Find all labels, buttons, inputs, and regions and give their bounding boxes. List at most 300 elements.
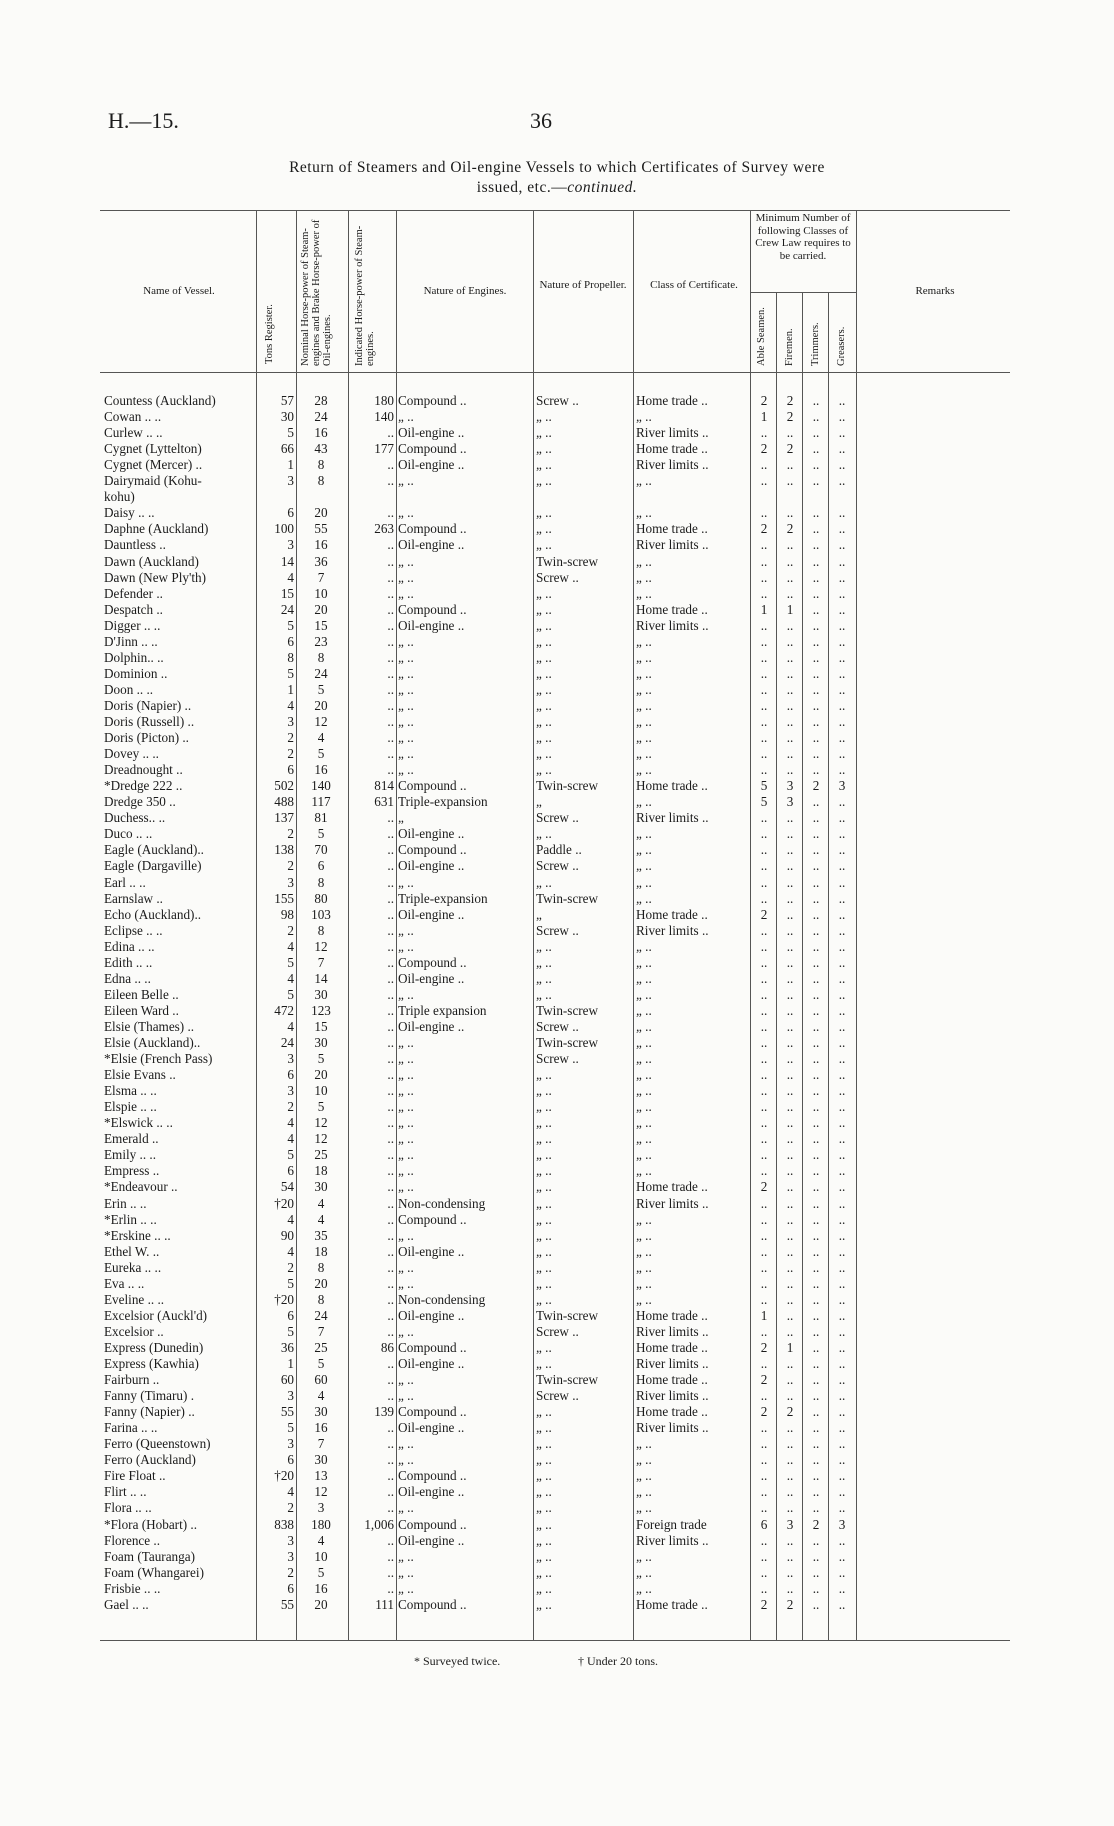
col-header-class: Class of Certificate.: [650, 279, 738, 291]
cell-g: ..: [838, 1532, 846, 1548]
cell-t: ..: [812, 1500, 820, 1516]
cell-f: ..: [786, 826, 794, 842]
cell-eng: Triple-expansion: [398, 794, 488, 810]
cell-name: Express (Kawhia): [104, 1356, 199, 1371]
cell-ind: ..: [387, 617, 394, 633]
cell-t: ..: [812, 1291, 820, 1307]
cell-prop: „ ..: [536, 1099, 552, 1115]
table-top-rule: [100, 210, 1010, 211]
cell-cls: River limits ..: [636, 1323, 709, 1339]
cell-ind: ..: [387, 1259, 394, 1275]
cell-eng: „ ..: [398, 569, 414, 585]
cell-name: Dawn (New Ply'th): [104, 569, 206, 585]
table-row: [0, 393, 1114, 409]
col-header-greasers: Greasers.: [836, 326, 847, 366]
cell-prop: „ ..: [536, 681, 552, 697]
cell-tons: 6: [287, 1580, 294, 1596]
cell-a: ..: [760, 1035, 768, 1050]
cell-a: ..: [760, 1580, 768, 1596]
cell-eng: Compound ..: [398, 441, 467, 457]
cell-prop: „ ..: [536, 970, 552, 986]
cell-nom: 16: [314, 1580, 328, 1596]
cell-f: ..: [786, 1227, 794, 1243]
cell-f: 2: [786, 393, 794, 408]
cell-t: ..: [812, 473, 820, 489]
cell-name: Duchess.. ..: [104, 810, 166, 826]
cell-prop: „ ..: [536, 633, 552, 649]
table-row: [0, 489, 1114, 505]
cell-nom: 117: [311, 794, 331, 810]
cell-ind: 180: [374, 393, 394, 408]
cell-prop: Twin-screw: [536, 1372, 599, 1388]
col-header-firemen: Firemen.: [784, 328, 795, 366]
cell-name: Eileen Ward ..: [104, 1002, 179, 1018]
cell-cls: „ ..: [636, 1131, 652, 1147]
cell-cls: Home trade ..: [636, 1404, 708, 1420]
table-header-rule: [100, 372, 1010, 373]
cell-eng: „ ..: [398, 1323, 414, 1339]
cell-eng: Compound ..: [398, 778, 467, 794]
cell-cls: „ ..: [636, 1275, 652, 1291]
cell-t: ..: [812, 537, 820, 553]
table-row: [0, 1549, 1114, 1565]
col-header-tons: Tons Register.: [264, 304, 275, 364]
cell-f: ..: [786, 457, 794, 473]
cell-name: Flora .. ..: [104, 1500, 152, 1516]
cell-eng: „ ..: [398, 746, 414, 762]
cell-a: 2: [760, 521, 768, 537]
cell-cls: „ ..: [636, 746, 652, 762]
cell-t: ..: [812, 1051, 820, 1067]
cell-f: ..: [786, 858, 794, 874]
cell-name: Edina .. ..: [104, 938, 155, 954]
cell-tons: 8: [287, 649, 294, 665]
cell-prop: „ ..: [536, 1356, 552, 1371]
cell-eng: „ ..: [398, 1500, 414, 1516]
cell-name: *Erlin .. ..: [104, 1211, 157, 1227]
cell-nom: 13: [314, 1468, 328, 1484]
cell-prop: „ ..: [536, 1452, 552, 1468]
cell-t: ..: [812, 393, 820, 408]
cell-ind: ..: [387, 681, 394, 697]
cell-ind: ..: [387, 1388, 394, 1404]
cell-tons: †20: [274, 1291, 294, 1307]
cell-g: ..: [838, 1211, 846, 1227]
cell-nom: 28: [314, 393, 328, 408]
cell-a: ..: [760, 1436, 768, 1452]
cell-a: ..: [760, 665, 768, 681]
cell-tons: 6: [287, 505, 294, 521]
cell-g: ..: [838, 986, 846, 1002]
cell-ind: ..: [387, 633, 394, 649]
cell-prop: „ ..: [536, 714, 552, 729]
cell-cls: Home trade ..: [636, 906, 708, 922]
cell-cls: „ ..: [636, 1580, 652, 1596]
cell-nom: 12: [314, 1115, 328, 1131]
cell-eng: „ ..: [398, 505, 414, 521]
col-header-name: Name of Vessel.: [143, 285, 215, 297]
cell-name: Curlew .. ..: [104, 425, 163, 441]
cell-f: ..: [786, 1275, 794, 1291]
cell-t: ..: [812, 1243, 820, 1259]
cell-a: ..: [760, 1195, 768, 1211]
cell-t: ..: [812, 1436, 820, 1452]
cell-prop: Twin-screw: [536, 553, 599, 569]
cell-name: Excelsior ..: [104, 1323, 164, 1339]
cell-cls: Home trade ..: [636, 441, 708, 457]
cell-eng: Oil-engine ..: [398, 1243, 465, 1259]
cell-eng: „ ..: [398, 986, 414, 1002]
cell-name: kohu): [104, 489, 135, 505]
cell-cls: „ ..: [636, 890, 652, 906]
cell-prop: „ ..: [536, 954, 552, 970]
cell-a: 5: [760, 778, 768, 794]
cell-eng: „ ..: [398, 1179, 414, 1195]
cell-nom: 4: [317, 730, 325, 746]
cell-prop: Screw ..: [536, 393, 579, 408]
cell-prop: „ ..: [536, 409, 552, 425]
table-row: [0, 1019, 1114, 1035]
cell-eng: Compound ..: [398, 521, 467, 537]
cell-a: 1: [760, 1307, 768, 1323]
table-row: [0, 602, 1114, 618]
cell-tons: 24: [280, 601, 294, 617]
cell-cls: „ ..: [636, 954, 652, 970]
cell-nom: 5: [317, 1564, 325, 1580]
cell-t: ..: [812, 762, 820, 778]
cell-a: 1: [760, 601, 768, 617]
cell-nom: 30: [314, 1179, 328, 1195]
col-header-remarks: Remarks: [915, 285, 955, 297]
col-header-crew-group: Minimum Number of following Classes of Crew Law requires to be carried.: [755, 212, 851, 262]
cell-nom: 25: [314, 1339, 328, 1355]
cell-a: ..: [760, 1259, 768, 1275]
cell-name: Empress ..: [104, 1163, 160, 1179]
cell-t: ..: [812, 714, 820, 729]
cell-cls: River limits ..: [636, 457, 709, 473]
table-row: [0, 1372, 1114, 1388]
cell-a: ..: [760, 1002, 768, 1018]
cell-f: ..: [786, 1484, 794, 1500]
cell-t: ..: [812, 1211, 820, 1227]
cell-tons: 4: [287, 1211, 294, 1227]
cell-tons: 2: [287, 1564, 294, 1580]
cell-prop: „ ..: [536, 1275, 552, 1291]
cell-prop: „ ..: [536, 1259, 552, 1275]
cell-cls: Foreign trade: [636, 1516, 707, 1532]
cell-g: ..: [838, 1452, 846, 1468]
cell-eng: „ ..: [398, 1548, 414, 1564]
cell-g: ..: [838, 858, 846, 874]
cell-cls: „ ..: [636, 473, 652, 489]
cell-ind: ..: [387, 1468, 394, 1484]
cell-ind: ..: [387, 890, 394, 906]
cell-a: ..: [760, 1243, 768, 1259]
cell-tons: 6: [287, 1163, 294, 1179]
cell-nom: 3: [317, 1500, 325, 1516]
cell-t: ..: [812, 922, 820, 938]
cell-cls: Home trade ..: [636, 393, 708, 408]
cell-ind: ..: [387, 1179, 394, 1195]
cell-prop: „ ..: [536, 1564, 552, 1580]
cell-name: Edna .. ..: [104, 970, 151, 986]
cell-cls: „ ..: [636, 938, 652, 954]
cell-nom: 15: [314, 617, 328, 633]
cell-t: ..: [812, 1596, 820, 1612]
cell-tons: 36: [280, 1339, 294, 1355]
table-row: [0, 1517, 1114, 1533]
cell-ind: ..: [387, 1083, 394, 1099]
cell-t: 2: [812, 1516, 820, 1532]
cell-nom: 80: [314, 890, 328, 906]
cell-cls: Home trade ..: [636, 1372, 708, 1388]
cell-eng: Non-condensing: [398, 1291, 486, 1307]
cell-t: ..: [812, 633, 820, 649]
cell-eng: „ ..: [398, 1051, 414, 1067]
cell-ind: ..: [387, 810, 394, 826]
cell-f: ..: [786, 1468, 794, 1484]
cell-g: ..: [838, 1227, 846, 1243]
cell-eng: „ ..: [398, 1115, 414, 1131]
cell-g: ..: [838, 681, 846, 697]
cell-ind: ..: [387, 1452, 394, 1468]
cell-eng: „ ..: [398, 649, 414, 665]
cell-prop: „ ..: [536, 762, 552, 778]
cell-eng: „ ..: [398, 1067, 414, 1083]
cell-name: Excelsior (Auckl'd): [104, 1307, 208, 1323]
cell-cls: „ ..: [636, 1243, 652, 1259]
cell-tons: 1: [287, 681, 294, 697]
cell-tons: 3: [287, 1532, 294, 1548]
table-row: [0, 1308, 1114, 1324]
cell-t: ..: [812, 938, 820, 954]
cell-a: 2: [760, 441, 768, 457]
cell-cls: River limits ..: [636, 1420, 709, 1436]
cell-g: ..: [838, 1356, 846, 1371]
cell-name: Eveline .. ..: [104, 1291, 165, 1307]
cell-ind: 631: [374, 794, 394, 810]
cell-prop: „ ..: [536, 537, 552, 553]
cell-g: ..: [838, 1468, 846, 1484]
cell-f: ..: [786, 1211, 794, 1227]
cell-nom: 5: [317, 1051, 325, 1067]
cell-name: Dairymaid (Kohu-: [104, 473, 202, 489]
title-continued: continued.: [567, 179, 638, 196]
cell-f: ..: [786, 553, 794, 569]
cell-a: ..: [760, 1468, 768, 1484]
cell-a: ..: [760, 1323, 768, 1339]
cell-g: ..: [838, 457, 846, 473]
cell-g: ..: [838, 697, 846, 713]
cell-f: ..: [786, 1356, 794, 1371]
cell-t: ..: [812, 681, 820, 697]
table-row: [0, 618, 1114, 634]
cell-cls: „ ..: [636, 1227, 652, 1243]
cell-g: ..: [838, 1580, 846, 1596]
cell-a: ..: [760, 633, 768, 649]
cell-a: ..: [760, 1131, 768, 1147]
cell-g: ..: [838, 1291, 846, 1307]
cell-nom: 5: [317, 746, 325, 762]
cell-cls: „ ..: [636, 1099, 652, 1115]
cell-tons: 30: [280, 409, 294, 425]
cell-a: ..: [760, 986, 768, 1002]
cell-t: ..: [812, 649, 820, 665]
cell-nom: 8: [317, 457, 325, 473]
cell-t: ..: [812, 1131, 820, 1147]
cell-f: ..: [786, 585, 794, 601]
cell-g: ..: [838, 393, 846, 408]
cell-nom: 12: [314, 1131, 328, 1147]
cell-t: ..: [812, 1147, 820, 1163]
cell-tons: 4: [287, 697, 294, 713]
table-row: [0, 1388, 1114, 1404]
table-row: [0, 1581, 1114, 1597]
cell-g: ..: [838, 601, 846, 617]
cell-name: Express (Dunedin): [104, 1339, 204, 1355]
cell-eng: „ ..: [398, 681, 414, 697]
table-row: [0, 666, 1114, 682]
cell-t: ..: [812, 1404, 820, 1420]
cell-f: ..: [786, 1532, 794, 1548]
table-row: [0, 907, 1114, 923]
cell-name: D'Jinn .. ..: [104, 633, 158, 649]
cell-a: ..: [760, 826, 768, 842]
cell-name: Emerald ..: [104, 1131, 159, 1147]
page-title: [100, 158, 1014, 198]
cell-nom: 123: [311, 1002, 331, 1018]
cell-t: ..: [812, 794, 820, 810]
cell-nom: 180: [311, 1516, 331, 1532]
cell-tons: 14: [280, 553, 294, 569]
cell-a: 2: [760, 393, 768, 408]
cell-t: ..: [812, 1179, 820, 1195]
cell-name: Ethel W. ..: [104, 1243, 160, 1259]
cell-name: Frisbie .. ..: [104, 1580, 161, 1596]
cell-name: Fanny (Timaru) .: [104, 1388, 194, 1404]
cell-name: Defender ..: [104, 585, 163, 601]
cell-t: ..: [812, 986, 820, 1002]
cell-a: ..: [760, 1291, 768, 1307]
cell-f: ..: [786, 537, 794, 553]
cell-prop: „ ..: [536, 649, 552, 665]
table-row: [0, 1196, 1114, 1212]
cell-cls: „ ..: [636, 681, 652, 697]
cell-g: ..: [838, 441, 846, 457]
table-row: [0, 409, 1114, 425]
table-row: [0, 650, 1114, 666]
col-header-engines: Nature of Engines.: [423, 285, 507, 297]
cell-ind: 140: [374, 409, 394, 425]
cell-nom: 24: [314, 1307, 328, 1323]
cell-cls: „ ..: [636, 1564, 652, 1580]
cell-f: ..: [786, 874, 794, 890]
table-row: [0, 1452, 1114, 1468]
header-ref: H.—15.: [108, 108, 179, 133]
cell-ind: ..: [387, 858, 394, 874]
cell-eng: „ ..: [398, 1275, 414, 1291]
cell-eng: Oil-engine ..: [398, 1307, 465, 1323]
cell-eng: Compound ..: [398, 1516, 467, 1532]
cell-eng: „ ..: [398, 1099, 414, 1115]
cell-nom: 10: [314, 585, 328, 601]
cell-cls: „ ..: [636, 1500, 652, 1516]
cell-a: ..: [760, 714, 768, 729]
cell-eng: „ ..: [398, 1163, 414, 1179]
cell-ind: ..: [387, 1051, 394, 1067]
cell-ind: ..: [387, 1035, 394, 1050]
cell-a: ..: [760, 1051, 768, 1067]
cell-nom: 30: [314, 986, 328, 1002]
table-row: [0, 457, 1114, 473]
table-row: [0, 1115, 1114, 1131]
cell-cls: „ ..: [636, 1291, 652, 1307]
cell-nom: 55: [314, 521, 328, 537]
table-row: [0, 570, 1114, 586]
cell-cls: Home trade ..: [636, 1179, 708, 1195]
cell-t: ..: [812, 906, 820, 922]
cell-f: ..: [786, 1372, 794, 1388]
cell-ind: ..: [387, 714, 394, 729]
table-row: [0, 1324, 1114, 1340]
cell-prop: „: [536, 794, 542, 810]
cell-nom: 4: [317, 1211, 325, 1227]
table-row: [0, 1051, 1114, 1067]
cell-prop: „ ..: [536, 1083, 552, 1099]
cell-f: ..: [786, 714, 794, 729]
cell-cls: „ ..: [636, 874, 652, 890]
cell-nom: 5: [317, 826, 325, 842]
cell-cls: Home trade ..: [636, 778, 708, 794]
cell-f: ..: [786, 1388, 794, 1404]
cell-g: ..: [838, 842, 846, 858]
cell-tons: 3: [287, 714, 294, 729]
cell-name: Fire Float ..: [104, 1468, 166, 1484]
cell-ind: ..: [387, 922, 394, 938]
table-row: [0, 955, 1114, 971]
cell-prop: „ ..: [536, 601, 552, 617]
cell-a: ..: [760, 970, 768, 986]
cell-ind: ..: [387, 1227, 394, 1243]
cell-ind: ..: [387, 553, 394, 569]
cell-nom: 60: [314, 1372, 328, 1388]
cell-name: Gael .. ..: [104, 1596, 149, 1612]
cell-name: Daphne (Auckland): [104, 521, 209, 537]
cell-tons: 4: [287, 1484, 294, 1500]
cell-f: ..: [786, 1131, 794, 1147]
cell-tons: 6: [287, 1067, 294, 1083]
cell-tons: 502: [274, 778, 294, 794]
cell-ind: ..: [387, 1532, 394, 1548]
cell-cls: „ ..: [636, 842, 652, 858]
cell-cls: Home trade ..: [636, 1339, 708, 1355]
cell-g: ..: [838, 810, 846, 826]
cell-a: ..: [760, 585, 768, 601]
cell-a: ..: [760, 1356, 768, 1371]
cell-f: ..: [786, 1067, 794, 1083]
cell-nom: 20: [314, 601, 328, 617]
cell-eng: Compound ..: [398, 1404, 467, 1420]
cell-name: *Erskine .. ..: [104, 1227, 171, 1243]
title-line-2: [100, 178, 1014, 198]
cell-nom: 36: [314, 553, 328, 569]
cell-name: Dolphin.. ..: [104, 649, 164, 665]
cell-a: 2: [760, 1404, 768, 1420]
cell-tons: 2: [287, 730, 294, 746]
cell-a: ..: [760, 697, 768, 713]
cell-a: 1: [760, 409, 768, 425]
cell-name: Echo (Auckland)..: [104, 906, 202, 922]
